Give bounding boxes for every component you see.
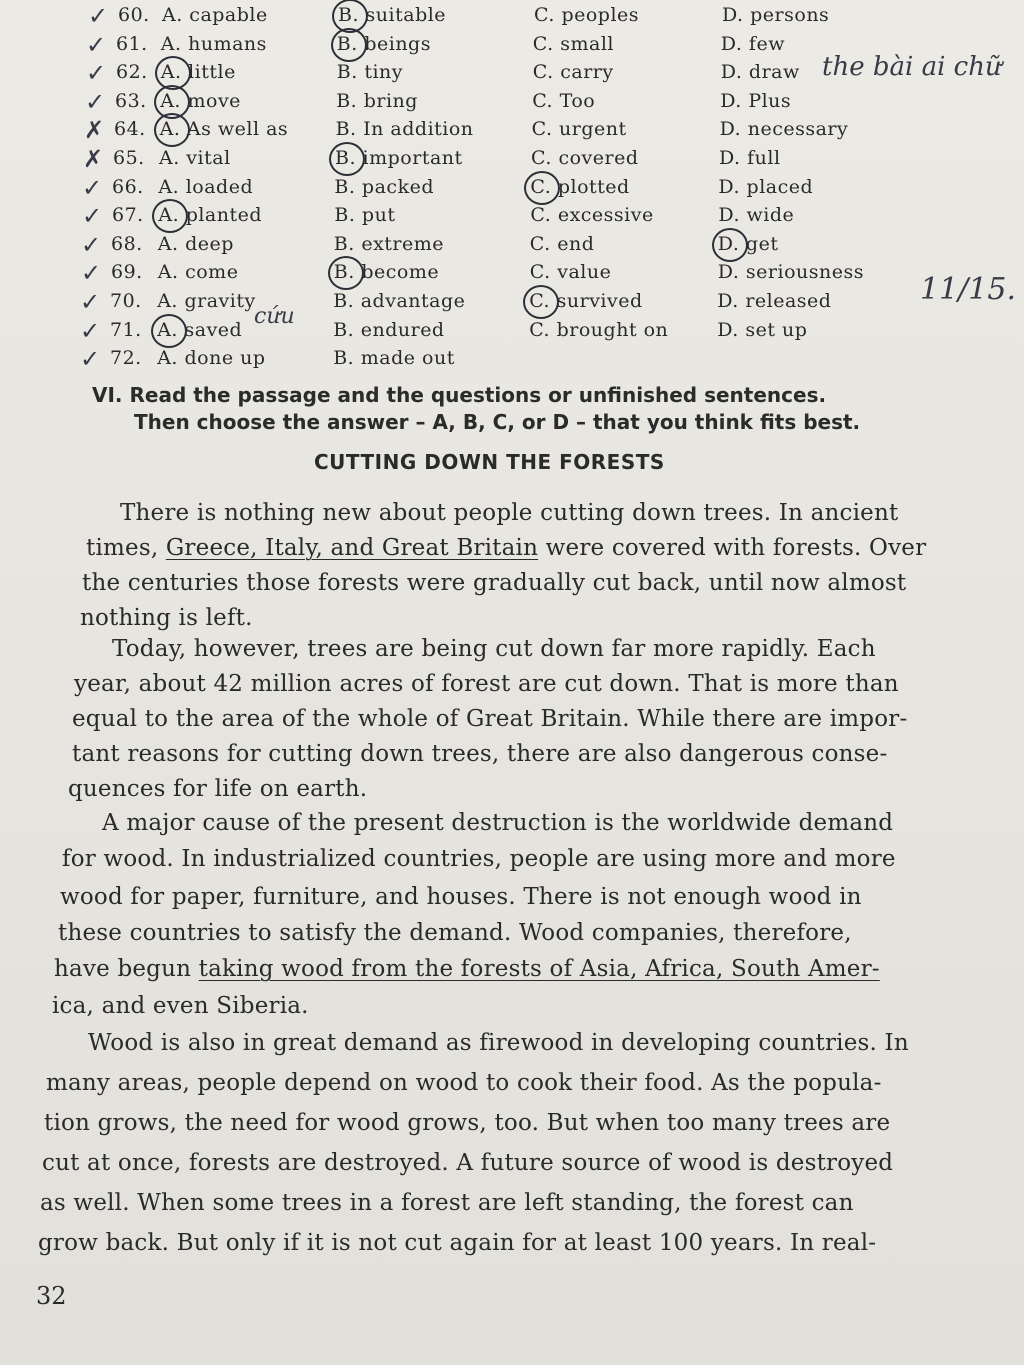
option-d: D. few xyxy=(720,32,785,55)
question-number: 65. xyxy=(113,147,145,169)
option-d: D. draw xyxy=(720,61,800,84)
underlined-text: taking wood from the forests of Asia, Africa, South Amer- xyxy=(198,956,880,982)
option-d: D. seriousness xyxy=(717,261,864,284)
section-heading-line2: Then choose the answer – A, B, C, or D – that you think fits best. xyxy=(134,410,861,434)
option-c: C. brought on xyxy=(529,318,669,341)
passage-line: quences for life on earth. xyxy=(68,776,368,802)
option-d: D. set up xyxy=(717,318,808,341)
cross-mark-icon: ✗ xyxy=(83,145,104,173)
check-mark-icon: ✓ xyxy=(88,2,109,30)
option-d: D. released xyxy=(717,290,832,312)
option-a: A. capable xyxy=(162,4,268,26)
page-number: 32 xyxy=(36,1282,67,1310)
question-number: 62. xyxy=(116,61,148,84)
option-a: A. As well as xyxy=(159,118,289,141)
check-mark-icon: ✓ xyxy=(80,316,101,345)
option-b: B. packed xyxy=(334,175,434,198)
option-a: A. gravity xyxy=(157,290,256,312)
option-b: B. put xyxy=(334,204,396,227)
option-c: C. covered xyxy=(531,147,639,169)
question-number: 60. xyxy=(118,4,150,26)
option-d: D. get xyxy=(717,232,779,255)
passage-line: as well. When some trees in a forest are left standing, the forest can xyxy=(40,1190,854,1216)
passage-line: A major cause of the present destruction is the worldwide demand xyxy=(102,810,894,836)
option-c: C. value xyxy=(529,261,612,284)
answer-row xyxy=(0,204,1024,232)
passage-line xyxy=(54,956,880,982)
option-c: C. excessive xyxy=(530,204,654,227)
check-mark-icon: ✓ xyxy=(82,202,103,231)
answer-row xyxy=(0,118,1024,146)
option-d: D. persons xyxy=(722,4,830,26)
text-span: have begun xyxy=(54,956,199,982)
option-b: B. advantage xyxy=(333,290,466,312)
option-b: B. bring xyxy=(336,89,418,112)
passage-line: tant reasons for cutting down trees, there are also dangerous conse- xyxy=(72,741,888,767)
option-a: A. vital xyxy=(159,147,231,169)
check-mark-icon: ✓ xyxy=(81,230,102,259)
option-a: A. come xyxy=(157,261,239,284)
section-heading-line1: VI. Read the passage and the questions or unfinished sentences. xyxy=(92,383,827,407)
question-number: 69. xyxy=(111,261,143,284)
check-mark-icon: ✓ xyxy=(82,173,103,202)
option-b: B. beings xyxy=(336,32,431,55)
answer-row xyxy=(0,230,1024,261)
option-c: C. peoples xyxy=(534,4,640,26)
check-mark-icon: ✓ xyxy=(86,59,107,88)
passage-line: Wood is also in great demand as firewood in developing countries. In xyxy=(88,1030,909,1056)
option-b: B. important xyxy=(335,147,463,169)
answer-row xyxy=(0,261,1024,289)
passage-line: year, about 42 million acres of forest are cut down. That is more than xyxy=(74,671,899,697)
option-c: C. plotted xyxy=(530,175,630,198)
option-a: A. planted xyxy=(158,204,263,227)
handwritten-note: the bài ai chữ xyxy=(822,52,1002,82)
option-c: C. urgent xyxy=(531,118,627,141)
passage-line: equal to the area of the whole of Great Britain. While there are impor- xyxy=(72,706,908,732)
question-number: 70. xyxy=(110,290,142,312)
option-b: B. tiny xyxy=(336,61,404,84)
option-a: A. deep xyxy=(157,232,234,255)
option-b: B. made out xyxy=(333,347,455,370)
passage-line: There is nothing new about people cutting down trees. In ancient xyxy=(120,500,899,526)
option-b: B. endured xyxy=(333,318,445,341)
option-a: A. done up xyxy=(157,347,266,370)
check-mark-icon: ✓ xyxy=(80,288,101,316)
text-span: times, xyxy=(86,535,166,561)
passage-line: the centuries those forests were gradually cut back, until now almost xyxy=(82,570,907,596)
option-a: A. loaded xyxy=(158,175,254,198)
cross-mark-icon: ✗ xyxy=(84,116,105,145)
option-d: D. Plus xyxy=(720,89,792,112)
handwritten-score: 11/15. xyxy=(920,272,1016,307)
passage-line: tion grows, the need for wood grows, too. But when too many trees are xyxy=(44,1110,891,1136)
answer-row xyxy=(0,173,1024,204)
passage-line: wood for paper, furniture, and houses. There is not enough wood in xyxy=(60,884,862,910)
passage-line: for wood. In industrialized countries, people are using more and more xyxy=(62,846,896,872)
option-c: C. small xyxy=(532,32,614,55)
option-c: C. end xyxy=(529,232,595,255)
answer-row xyxy=(0,290,1024,318)
option-c: C. carry xyxy=(532,61,614,84)
check-mark-icon: ✓ xyxy=(80,345,101,374)
check-mark-icon: ✓ xyxy=(81,259,102,288)
option-c: C. Too xyxy=(532,89,596,112)
question-number: 61. xyxy=(116,32,148,55)
question-number: 63. xyxy=(115,89,147,112)
option-a: A. saved xyxy=(157,318,243,341)
question-number: 64. xyxy=(114,118,146,141)
option-d: D. wide xyxy=(718,204,795,227)
text-span: were covered with forests. Over xyxy=(538,535,927,561)
answer-row xyxy=(0,87,1024,118)
answer-row xyxy=(0,347,1024,375)
passage-line: nothing is left. xyxy=(80,605,253,631)
answer-row xyxy=(0,147,1024,175)
option-b: B. In addition xyxy=(335,118,474,141)
passage-line: grow back. But only if it is not cut again for at least 100 years. In real- xyxy=(38,1230,877,1256)
question-number: 67. xyxy=(112,204,144,227)
passage-title: CUTTING DOWN THE FORESTS xyxy=(314,450,665,474)
question-number: 68. xyxy=(111,232,143,255)
option-a: A. humans xyxy=(160,32,267,55)
passage-line: many areas, people depend on wood to cook their food. As the popula- xyxy=(46,1070,882,1096)
passage-line xyxy=(86,535,926,561)
option-d: D. necessary xyxy=(719,118,849,141)
handwritten-note-saved: cứu xyxy=(254,304,295,329)
question-number: 71. xyxy=(110,318,142,341)
question-number: 72. xyxy=(110,347,142,370)
option-a: A. little xyxy=(160,61,236,84)
option-b: B. become xyxy=(333,261,440,284)
passage-line: ica, and even Siberia. xyxy=(52,993,309,1019)
question-number: 66. xyxy=(112,175,144,198)
passage-line: cut at once, forests are destroyed. A future source of wood is destroyed xyxy=(42,1150,894,1176)
passage-line: these countries to satisfy the demand. Wood companies, therefore, xyxy=(58,920,852,946)
option-d: D. placed xyxy=(718,175,814,198)
underlined-text: Greece, Italy, and Great Britain xyxy=(165,535,539,561)
option-a: A. move xyxy=(160,89,241,112)
option-d: D. full xyxy=(719,147,781,169)
passage-line: Today, however, trees are being cut down far more rapidly. Each xyxy=(112,636,876,662)
option-c: C. survived xyxy=(529,290,643,312)
option-b: B. extreme xyxy=(333,232,445,255)
check-mark-icon: ✓ xyxy=(86,30,107,59)
answer-row xyxy=(0,4,1024,32)
check-mark-icon: ✓ xyxy=(85,87,106,116)
option-b: B. suitable xyxy=(338,4,447,26)
